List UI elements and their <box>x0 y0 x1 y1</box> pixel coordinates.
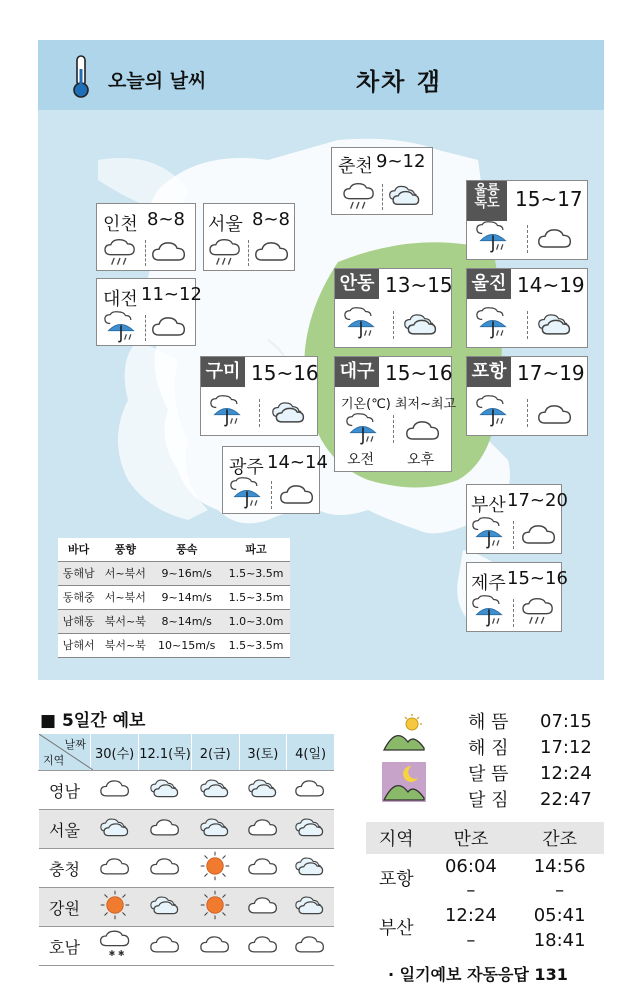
sun-moon-table <box>468 708 592 812</box>
table-cell: 9~16m/s <box>151 561 222 585</box>
rain-umbrella-icon <box>475 221 511 255</box>
region-box-incheon <box>96 203 196 271</box>
table-row <box>58 561 290 585</box>
sunrise-label: 해 뜸 <box>468 712 509 733</box>
rain-cloud-icon <box>342 182 376 212</box>
snow-icon <box>99 929 131 959</box>
region-box-uljin <box>466 268 588 348</box>
cloudy-icon <box>537 225 573 251</box>
rain-umbrella-icon <box>475 307 511 341</box>
table-cell: 북서~북 <box>99 609 151 633</box>
region-tag: 안동 <box>335 269 379 299</box>
table-header-row <box>366 822 604 854</box>
forecast-region: 서울 <box>39 810 91 849</box>
table-cell: 1.0~3.0m <box>222 609 290 633</box>
partly-cloudy-icon <box>294 816 326 838</box>
forecast-5day-table <box>38 734 334 966</box>
region-temp: 9~12 <box>376 151 426 172</box>
table-row <box>366 902 604 928</box>
table-cell: 1.5~3.5m <box>222 633 290 657</box>
region-temp: 11~12 <box>141 284 202 305</box>
forecast-title: ■ 5일간 예보 <box>40 711 146 731</box>
rain-cloud-icon <box>521 597 555 627</box>
forecast-region: 충청 <box>39 849 91 888</box>
region-tag: 대구 <box>335 357 379 387</box>
rain-umbrella-icon <box>471 517 507 551</box>
region-temp: 14~19 <box>517 273 585 297</box>
region-box-daejeon <box>96 278 202 346</box>
cloudy-icon <box>151 238 187 264</box>
partly-cloudy-icon <box>149 894 181 916</box>
region-box-gwangju <box>222 446 328 514</box>
partly-cloudy-icon <box>247 777 279 799</box>
region-name: 광주 <box>229 457 264 478</box>
region-tag: 포항 <box>467 357 511 387</box>
auto-response-note: · 일기예보 자동응답 131 <box>388 965 568 984</box>
cloudy-icon <box>151 313 187 339</box>
rain-umbrella-icon <box>343 307 379 341</box>
region-box-jeju <box>466 562 568 632</box>
cloudy-icon <box>99 777 131 799</box>
sunset-label: 해 짐 <box>468 738 509 759</box>
sunny-icon <box>100 890 130 920</box>
tide-low: 18:41 <box>533 929 586 951</box>
table-cell: 서~북서 <box>99 585 151 609</box>
table-row <box>39 927 335 966</box>
table-row <box>58 633 290 657</box>
cloudy-icon <box>279 481 315 507</box>
table-header: 간조 <box>515 822 604 854</box>
sunny-icon <box>200 851 230 881</box>
tide-low: 05:41 <box>533 904 586 926</box>
region-name: 춘천 <box>338 156 373 177</box>
table-header: 파고 <box>222 538 290 561</box>
rain-cloud-icon <box>208 238 242 268</box>
table-header: 풍향 <box>99 538 151 561</box>
partly-cloudy-icon <box>537 311 573 337</box>
legend-temp-label: 기온(℃) 최저~최고 <box>341 397 457 412</box>
table-row <box>39 771 335 810</box>
table-cell: 1.5~3.5m <box>222 561 290 585</box>
moonset-time: 22:47 <box>540 788 592 810</box>
cloudy-icon <box>294 933 326 955</box>
sunrise-icon <box>382 712 426 752</box>
sunny-icon <box>200 890 230 920</box>
region-tag: 울릉 독도 <box>467 181 507 221</box>
table-cell: 8~14m/s <box>151 609 222 633</box>
region-name: 서울 <box>208 214 243 235</box>
cloudy-icon <box>254 238 290 264</box>
rain-umbrella-icon <box>345 413 381 447</box>
region-name: 대전 <box>103 289 138 310</box>
rain-umbrella-icon <box>209 395 245 429</box>
region-name: 부산 <box>471 495 506 516</box>
table-header-row <box>39 734 335 771</box>
sea-conditions-table <box>58 538 290 658</box>
table-cell: 동해중 <box>58 585 99 609</box>
table-cell: 동해남 <box>58 561 99 585</box>
rain-umbrella-icon <box>229 477 265 511</box>
sunrise-time: 07:15 <box>540 710 592 732</box>
tide-low: – <box>555 879 565 901</box>
corner-bottom: 지역 <box>43 754 65 767</box>
region-temp: 13~15 <box>385 273 453 297</box>
partly-cloudy-icon <box>99 816 131 838</box>
region-name: 제주 <box>471 573 506 594</box>
region-temp: 17~20 <box>507 490 568 511</box>
table-cell: 북서~북 <box>99 633 151 657</box>
cloudy-icon <box>247 855 279 877</box>
legend-pm: 오후 <box>407 452 435 468</box>
forecast-region: 영남 <box>39 771 91 810</box>
region-temp: 8~8 <box>147 209 185 230</box>
day-header: 3(토) <box>239 734 287 771</box>
rain-umbrella-icon <box>471 595 507 629</box>
region-temp: 17~19 <box>517 361 585 385</box>
rain-umbrella-icon <box>103 311 139 345</box>
cloudy-icon <box>247 894 279 916</box>
cloudy-icon <box>247 816 279 838</box>
region-tag: 울진 <box>467 269 511 299</box>
region-temp: 8~8 <box>252 209 290 230</box>
region-box-daegu <box>334 356 457 472</box>
rain-umbrella-icon <box>475 395 511 429</box>
tide-low: 14:56 <box>533 855 586 877</box>
forecast-region: 강원 <box>39 888 91 927</box>
tide-region: 부산 <box>378 918 414 939</box>
tide-table <box>366 822 604 952</box>
table-cell: 남해동 <box>58 609 99 633</box>
moonrise-time: 12:24 <box>540 762 592 784</box>
partly-cloudy-icon <box>199 777 231 799</box>
region-box-pohang <box>466 356 588 436</box>
headline: 차차 갬 <box>356 68 442 96</box>
tide-high: – <box>466 929 476 951</box>
moonrise-icon <box>382 762 426 802</box>
cloudy-icon <box>247 933 279 955</box>
cloudy-icon <box>294 777 326 799</box>
partly-cloudy-icon <box>403 311 439 337</box>
table-cell: 10~15m/s <box>151 633 222 657</box>
table-cell: 남해서 <box>58 633 99 657</box>
partly-cloudy-icon <box>271 399 307 425</box>
sunset-time: 17:12 <box>540 736 592 758</box>
partly-cloudy-icon <box>294 855 326 877</box>
table-cell: 서~북서 <box>99 561 151 585</box>
forecast-region: 호남 <box>39 927 91 966</box>
corner-top: 날짜 <box>64 738 86 751</box>
table-header: 만조 <box>427 822 516 854</box>
table-row <box>39 810 335 849</box>
table-row <box>58 609 290 633</box>
partly-cloudy-icon <box>149 777 181 799</box>
cloudy-icon <box>99 855 131 877</box>
cloudy-icon <box>149 933 181 955</box>
region-temp: 15~16 <box>385 361 453 385</box>
cloudy-icon <box>405 417 441 443</box>
region-tag: 구미 <box>201 357 245 387</box>
region-name: 인천 <box>103 214 138 235</box>
day-header: 12.1(목) <box>139 734 192 771</box>
region-temp: 15~17 <box>515 187 583 211</box>
table-cell: 1.5~3.5m <box>222 585 290 609</box>
moonrise-label: 달 뜸 <box>468 764 509 785</box>
corner-cell <box>39 734 91 771</box>
thermometer-icon <box>70 55 92 99</box>
tide-region: 포항 <box>378 869 414 890</box>
region-box-gumi <box>200 356 318 436</box>
partly-cloudy-icon <box>199 816 231 838</box>
region-box-andong <box>334 268 452 348</box>
table-row <box>39 888 335 927</box>
cloudy-icon <box>199 933 231 955</box>
region-box-seoul <box>203 203 295 271</box>
region-temp: 15~16 <box>251 361 319 385</box>
table-cell: 9~14m/s <box>151 585 222 609</box>
region-temp: 15~16 <box>507 568 568 589</box>
region-temp: 14~14 <box>267 452 328 473</box>
partly-cloudy-icon <box>388 182 422 208</box>
table-header: 바다 <box>58 538 99 561</box>
cloudy-icon <box>521 521 557 547</box>
region-box-chuncheon <box>331 147 433 215</box>
table-row <box>58 585 290 609</box>
table-header: 풍속 <box>151 538 222 561</box>
cloudy-icon <box>149 816 181 838</box>
tide-high: 12:24 <box>444 904 497 926</box>
table-header-row <box>58 538 290 561</box>
legend-am: 오전 <box>347 452 375 468</box>
table-header: 지역 <box>366 822 427 854</box>
day-header: 2(금) <box>191 734 239 771</box>
day-header: 30(수) <box>90 734 138 771</box>
table-row <box>366 854 604 878</box>
rain-cloud-icon <box>103 238 137 268</box>
table-row <box>39 849 335 888</box>
partly-cloudy-icon <box>294 894 326 916</box>
day-header: 4(일) <box>287 734 334 771</box>
cloudy-icon <box>537 401 573 427</box>
tide-high: – <box>466 879 476 901</box>
tide-high: 06:04 <box>444 855 497 877</box>
region-box-ulleung <box>466 180 588 260</box>
page-title: 오늘의 날씨 <box>108 70 207 92</box>
region-box-busan <box>466 484 568 554</box>
cloudy-icon <box>149 855 181 877</box>
moonset-label: 달 짐 <box>468 790 509 811</box>
